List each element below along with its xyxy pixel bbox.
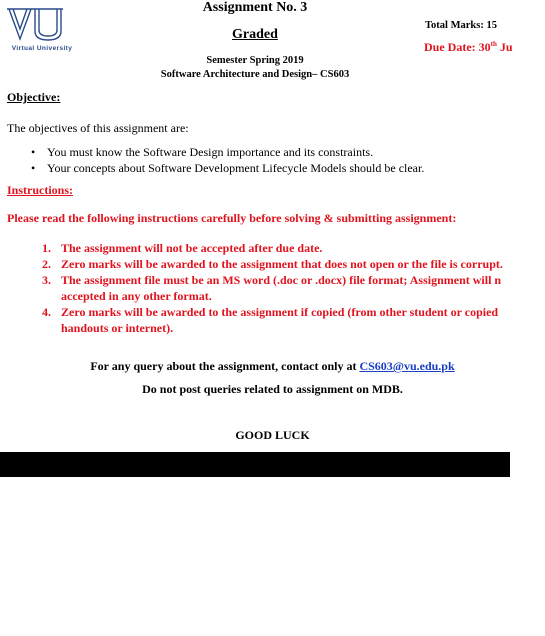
instructions-intro: Please read the following instructions carefully before solving & submitting assignment: (7, 211, 457, 225)
due-date-prefix: Due Date: 30 (424, 40, 491, 54)
total-marks: Total Marks: 15 (425, 20, 497, 31)
objective-text: Your concepts about Software Development Lifecycle Models should be clear. (47, 161, 425, 175)
assignment-title: Assignment No. 3 (202, 0, 308, 15)
item-number: 3. (42, 273, 51, 287)
item-number: 4. (42, 305, 51, 319)
objective-list (7, 145, 424, 177)
instruction-text: The assignment file must be an MS word (.doc or .docx) file format; Assignment will n (61, 273, 502, 287)
instruction-text: Zero marks will be awarded to the assignment that does not open or the file is corrupt. (61, 257, 503, 271)
list-item (0, 272, 503, 304)
mdb-note: Do not post queries related to assignment on MDB. (142, 382, 403, 396)
good-luck: GOOD LUCK (235, 428, 310, 442)
due-date-ordinal: th (490, 40, 497, 48)
instructions-heading: Instructions: (7, 183, 74, 197)
graded-label: Graded (232, 27, 278, 42)
email-link[interactable]: CS603@vu.edu.pk (359, 359, 455, 373)
bullet-icon: • (31, 161, 36, 175)
instruction-text: Zero marks will be awarded to the assignment if copied (from other student or copied (61, 305, 499, 319)
due-date (424, 40, 513, 55)
page-bottom-bar (0, 452, 510, 477)
objective-heading: Objective: (7, 90, 61, 104)
list-item (7, 145, 424, 161)
instruction-text-continued: accepted in any other format. (61, 289, 212, 303)
instructions-list (0, 240, 503, 336)
instruction-text-continued: handouts or internet). (61, 321, 174, 335)
bullet-icon: • (31, 145, 36, 159)
list-item (0, 240, 503, 256)
list-item (0, 256, 503, 272)
objective-intro: The objectives of this assignment are: (7, 121, 189, 135)
objective-text: You must know the Software Design importance and its constraints. (47, 145, 374, 159)
instruction-text: The assignment will not be accepted after due date. (61, 241, 323, 255)
list-item (7, 161, 424, 177)
query-text: For any query about the assignment, contact only at (90, 359, 360, 373)
due-date-suffix: Ju (496, 40, 513, 54)
list-item (0, 304, 503, 336)
item-number: 2. (42, 257, 51, 271)
course-title: Software Architecture and Design– CS603 (160, 69, 350, 80)
semester-label: Semester Spring 2019 (206, 55, 304, 66)
logo-caption: Virtual University (11, 45, 73, 52)
item-number: 1. (42, 241, 51, 255)
query-line (0, 359, 545, 374)
